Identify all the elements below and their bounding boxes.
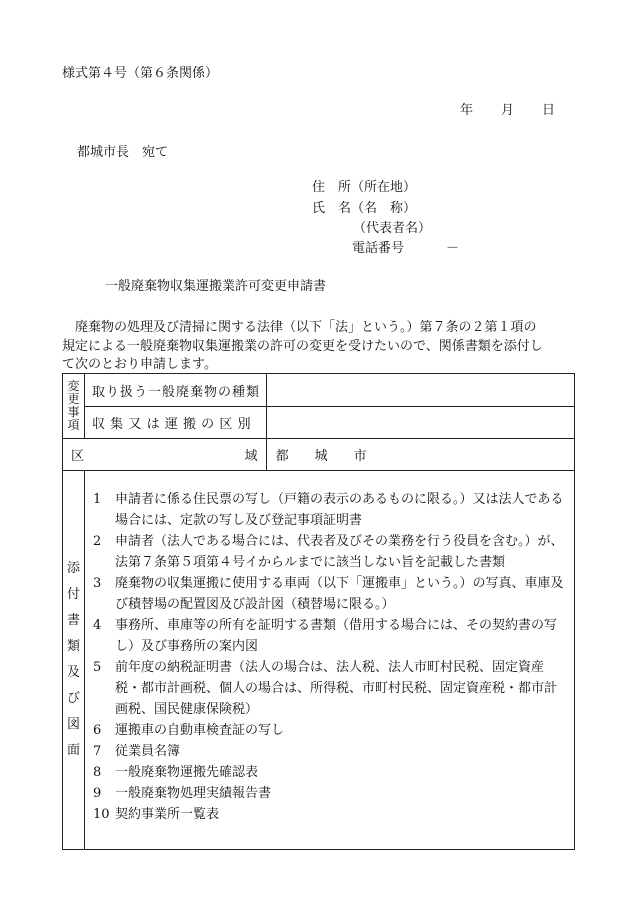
attachment-text: 従業員名簿 bbox=[114, 744, 180, 759]
representative-label: （代表者名） bbox=[353, 221, 432, 236]
attachment-text: 申請者（法人である場合には、代表者及びその業務を行う役員を含む。）が、法第７条第５項第４号イからルまでに該当しない旨を記載した書類 bbox=[114, 534, 564, 570]
collection-transport-value[interactable] bbox=[266, 407, 574, 439]
change-header-char: 項 bbox=[67, 418, 80, 432]
attachment-item bbox=[93, 657, 568, 720]
attachments-header-char: 類 bbox=[66, 639, 80, 654]
attachment-text: 事務所、車庫等の所有を証明する書類（借用する場合には、その契約書の写し）及び事務所の案内図 bbox=[114, 618, 557, 654]
area-label-cell bbox=[63, 439, 267, 471]
addressee: 都城市長 宛て bbox=[77, 145, 169, 160]
body-line-1: 廃棄物の処理及び清掃に関する法律（以下「法」という。）第７条の２第１項の bbox=[62, 320, 537, 335]
attachments-header-char: び bbox=[66, 691, 80, 706]
application-table bbox=[62, 373, 575, 850]
attachment-number: 2 bbox=[92, 534, 102, 549]
attachment-text: 一般廃棄物処理実績報告書 bbox=[114, 786, 271, 801]
attachments-header-char: 図 bbox=[66, 717, 80, 732]
attachments-list bbox=[84, 471, 574, 850]
attachment-item bbox=[93, 783, 568, 804]
attachment-number: 6 bbox=[92, 723, 102, 738]
attachment-number: 4 bbox=[92, 618, 102, 633]
attachment-item bbox=[93, 573, 568, 615]
attachment-text: 一般廃棄物運搬先確認表 bbox=[114, 765, 258, 780]
attachment-number: 8 bbox=[92, 765, 102, 780]
waste-type-label: 取り扱う一般廃棄物の種類 bbox=[84, 374, 266, 407]
area-value: 都 城 市 bbox=[266, 439, 574, 471]
attachment-number: 10 bbox=[92, 807, 110, 822]
body-line-2: 規定による一般廃棄物収集運搬業の許可の変更を受けたいので、関係書類を添付し bbox=[62, 339, 543, 354]
attachment-number: 5 bbox=[92, 660, 102, 675]
date-month-label: 月 bbox=[501, 103, 515, 118]
attachment-item bbox=[93, 720, 568, 741]
attachment-item bbox=[93, 804, 568, 825]
attachment-item bbox=[93, 489, 568, 531]
attachments-header bbox=[63, 471, 85, 850]
attachments-header-char: 面 bbox=[66, 743, 80, 758]
attachment-text: 運搬車の自動車検査証の写し bbox=[114, 723, 284, 738]
attachment-item bbox=[93, 531, 568, 573]
attachment-text: 申請者に係る住民票の写し（戸籍の表示のあるものに限る。）又は法人である場合には、定款の写し及び登記事項証明書 bbox=[114, 492, 564, 528]
area-label-right: 域 bbox=[244, 449, 258, 464]
form-number: 様式第４号（第６条関係） bbox=[62, 66, 219, 81]
date-day-label: 日 bbox=[542, 103, 556, 118]
attachment-number: 7 bbox=[92, 744, 102, 759]
phone-dash: － bbox=[446, 241, 460, 256]
attachment-number: 1 bbox=[92, 492, 102, 507]
attachment-number: 3 bbox=[92, 576, 102, 591]
name-label: 氏 名（名 称） bbox=[312, 201, 417, 216]
attachment-text: 廃棄物の収集運搬に使用する車両（以下「運搬車」という。）の写真、車庫及び積替場の配置図及び設計図（積替場に限る。） bbox=[114, 576, 564, 612]
change-header-char: 変 bbox=[67, 379, 80, 393]
document-title: 一般廃棄物収集運搬業許可変更申請書 bbox=[105, 279, 327, 294]
attachments-header-char: 書 bbox=[66, 613, 80, 628]
attachment-item bbox=[93, 615, 568, 657]
date-year-label: 年 bbox=[460, 103, 474, 118]
waste-type-value[interactable] bbox=[266, 374, 574, 407]
change-items-header bbox=[63, 374, 85, 439]
attachment-text: 契約事業所一覧表 bbox=[114, 807, 219, 822]
attachment-item bbox=[93, 741, 568, 762]
attachments-header-char: 付 bbox=[66, 587, 80, 602]
attachments-header-char: 及 bbox=[66, 665, 80, 680]
attachment-number: 9 bbox=[92, 786, 102, 801]
address-label: 住 所（所在地） bbox=[312, 180, 417, 195]
collection-transport-label: 収集又は運搬の区別 bbox=[84, 407, 266, 439]
change-header-char: 更 bbox=[67, 392, 80, 406]
phone-label: 電話番号 bbox=[352, 241, 405, 256]
attachments-header-char: 添 bbox=[66, 561, 80, 576]
change-header-char: 事 bbox=[67, 405, 80, 419]
attachment-item bbox=[93, 762, 568, 783]
body-line-3: て次のとおり申請します。 bbox=[62, 357, 217, 372]
area-label-left: 区 bbox=[71, 449, 85, 464]
attachment-text: 前年度の納税証明書（法人の場合は、法人税、法人市町村民税、固定資産税・都市計画税、個人の場合は、所得税、市町村民税、固定資産税・都市計画税、国民健康保険税） bbox=[114, 660, 557, 717]
